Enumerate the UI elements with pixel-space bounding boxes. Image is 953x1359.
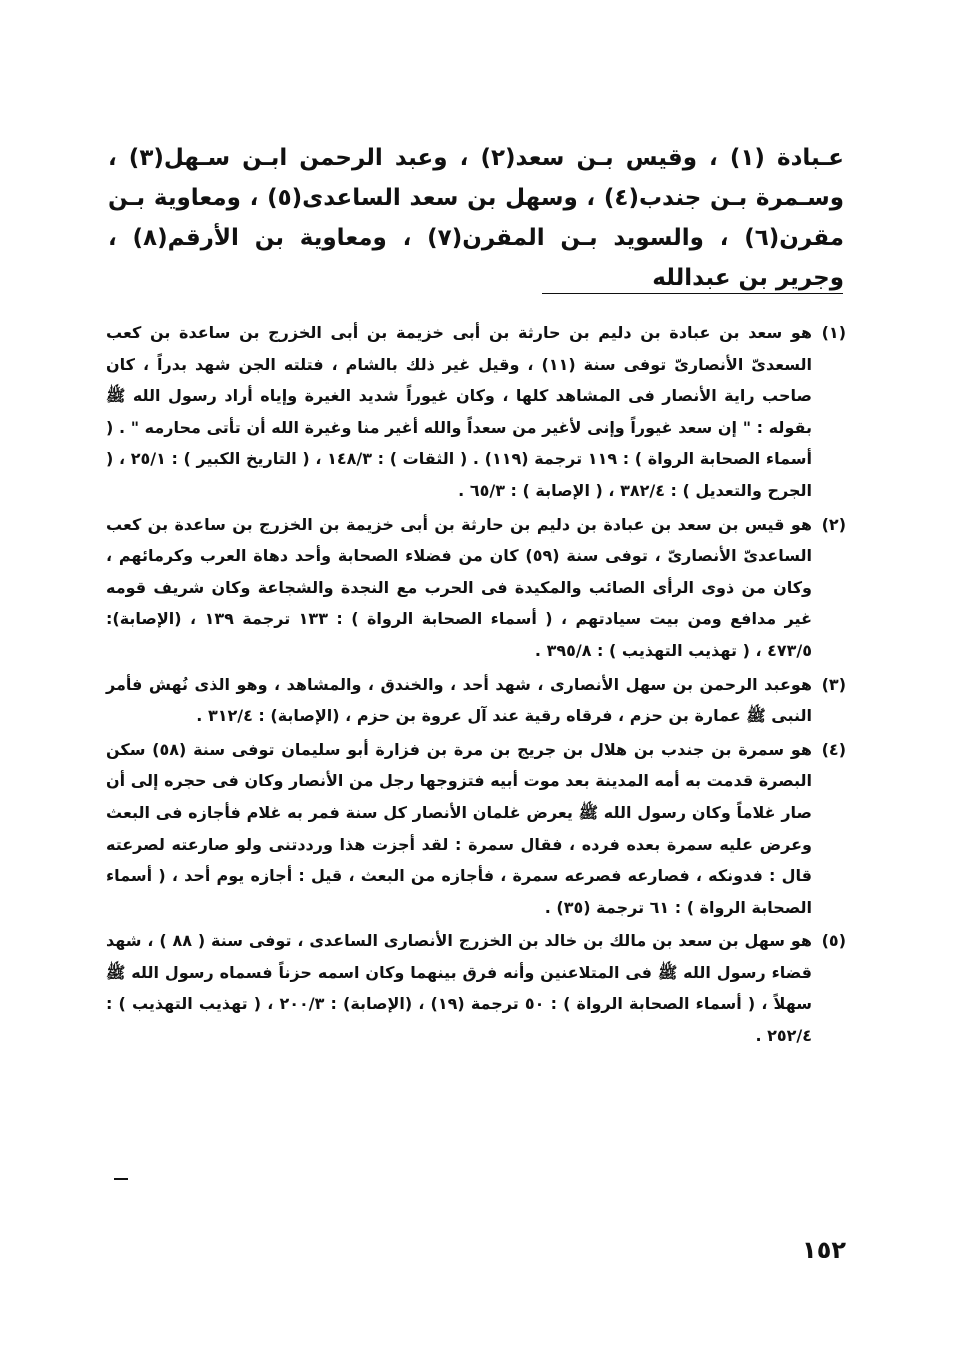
footnote-separator [542,293,843,294]
footnote-number: (٥) [821,931,846,951]
footnote-text: هو قيس بن سعد بن عبادة بن دليم بن حارثة بن أبى خزيمة بن الخزرج بن ساعدة بن كعب الساعدىّ الأنصارىّ ، توفى سنة (٥٩) كان من فضلاء الصحابة وأحد دهاة العرب وكرمائهم ، وكان من ذوى الرأى الصائب والمكيدة فى الحرب مع النجدة والشجاعة وكان شريف قومه غير مدافع ومن بيت سيادتهم ، ( أسماء الصحابة الرواة ) : ١٣٣ ترجمة ١٣٩ ، (الإصابة): ٤٧٣/٥ ، ( تهذيب التهذيب ) : ٣٩٥/٨ . [106,514,813,660]
main-paragraph: عـبادة (١) ، وقيس بـن سعد(٢) ، وعبد الرحمن ابـن سـهل(٣) ، وسـمرة بـن جندب(٤) ، وسهل بن سعد الساعدى(٥) ، ومعاوية بـن مقرن(٦) ، والسويد بـن المقرن(٧) ، ومعاوية بن الأرقم(٨) ، وجرير بن عبدالله [108,145,845,291]
footnote-1 [106,317,846,507]
footnote-text: هو سهل بن سعد بن مالك بن خالد بن الخزرج الأنصارى الساعدى ، توفى سنة ( ٨٨ ) ، شهد قضاء رسول الله ﷺ فى المتلاعنين وأنه فرق بينهما وكان اسمه حزناً فسماه رسول الله ﷺ سهلاً ، ( أسماء الصحابة الرواة ) : ٥٠ ترجمة (١٩) ، (الإصابة) : ٢٠٠/٣ ، ( تهذيب التهذيب ) : ٢٥٢/٤ . [106,931,813,1046]
footnote-4 [106,734,846,924]
footnote-number: (١) [821,323,846,342]
footnote-3 [106,669,846,732]
footnote-text: هوعبد الرحمن بن سهل الأنصارى ، شهد أحد ، والخندق ، والمشاهد ، وهو الذى نُهش فأمر النبى ﷺ عمارة بن حزم ، فرقاه رقية عند آل عروة بن حزم ، (الإصابة) : ٣١٢/٤ . [106,674,812,726]
footnote-number: (٤) [821,739,846,759]
footnote-2 [106,509,846,667]
footnote-5 [106,925,846,1051]
footnote-text: هو سعد بن عبادة بن دليم بن حارثة بن أبى خزيمة بن أبى الخزرج بن ساعدة بن كعب السعدىّ الأنصارىّ توفى سنة (١١) ، وقيل غير ذلك بالشام ، فتلته الجن شهد بدراً ، كان صاحب راية الأنصار فى المشاهد كلها ، وكان غيوراً شديد الغيرة وإياه أراد رسول الله ﷺ بقوله : " إن سعد غيوراً وإنى لأغير من سعداً والله أغير منا وغيرة الله أن تأتى محارمه " . ( أسماء الصحابة الرواة ) : ١١٩ ترجمة (١١٩) . ( الثقات ) : ١٤٨/٣ ، ( التاريخ الكبير ) : ٢٥/١ ، ( الجرح والتعديل ) : ٣٨٢/٤ ، ( الإصابة ) : ٦٥/٣ . [106,323,813,500]
page-number: ١٥٢ [802,1236,846,1264]
footnote-number: (٢) [821,514,846,534]
end-mark [114,1178,128,1180]
main-text-block [108,138,844,298]
footnote-text: هو سمرة بن جندب بن هلال بن جريج بن مرة بن فزارة أبو سليمان توفى سنة (٥٨) سكن البصرة قدمت به أمه المدينة بعد موت أبيه فتزوجها رجل من الأنصار وكان فى حجره إلى أن صار غلاماً وكان رسول الله ﷺ يعرض غلمان الأنصار كل سنة فمر به غلام فأجازه فى البعث وعرض عليه سمرة بعده فرده ، فقال سمرة : لقد أجزت هذا ورددتنى ولو صارعته لصرعته قال : فدونكه ، فصارعه فصرعه سمرة ، فأجازه من البعث ، قيل : أجازه يوم أحد ، ( أسماء الصحابة الرواة ) : ٦١ ترجمة (٣٥) . [106,739,812,917]
footnote-number: (٣) [821,674,846,694]
footnotes-block [106,317,846,1052]
